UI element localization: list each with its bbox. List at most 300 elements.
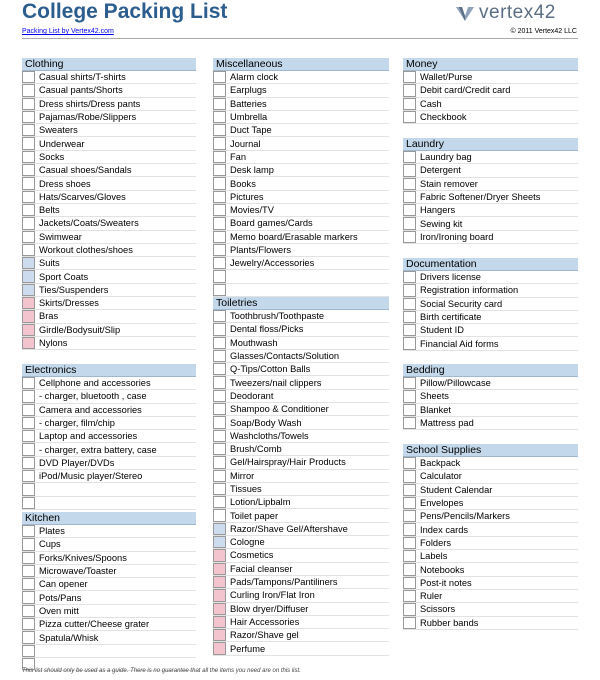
checkbox[interactable] — [403, 523, 416, 535]
checkbox[interactable] — [213, 549, 226, 561]
checkbox[interactable] — [403, 390, 416, 402]
checkbox[interactable] — [403, 217, 416, 229]
item-label: Deodorant — [230, 390, 274, 401]
item-label: Duct Tape — [230, 125, 272, 136]
checklist-item — [22, 470, 196, 483]
checkbox[interactable] — [22, 244, 35, 256]
checklist-item — [403, 523, 578, 536]
checklist-item — [403, 484, 578, 497]
item-label: Financial Aid forms — [420, 338, 499, 349]
checkbox[interactable] — [213, 629, 226, 641]
checklist-item — [22, 538, 196, 551]
item-label: Microwave/Toaster — [39, 566, 117, 577]
checklist-item — [213, 563, 389, 576]
item-label: Tissues — [230, 484, 262, 494]
checklist-item — [213, 416, 389, 429]
checkbox[interactable] — [403, 603, 416, 615]
checklist-item — [213, 523, 389, 536]
checklist-item — [213, 549, 389, 562]
checklist-item — [403, 98, 578, 111]
checkbox[interactable] — [403, 204, 416, 216]
vertex42-link[interactable]: Packing List by Vertex42.com — [22, 28, 114, 35]
section-heading: Clothing — [22, 58, 196, 71]
checkbox[interactable] — [22, 497, 35, 509]
checkbox[interactable] — [403, 164, 416, 176]
checkbox[interactable] — [22, 270, 35, 282]
checkbox[interactable] — [403, 537, 416, 549]
item-label: Underwear — [39, 138, 85, 149]
item-label: Fabric Softener/Dryer Sheets — [420, 192, 541, 203]
checklist-item — [403, 324, 578, 337]
item-label: Forks/Knives/Spoons — [39, 552, 127, 563]
item-label: Blow dryer/Diffuser — [230, 603, 309, 614]
item-label: Toilet paper — [230, 510, 279, 521]
section-heading: Toiletries — [213, 297, 389, 310]
checklist-item — [403, 390, 578, 403]
checkbox[interactable] — [22, 337, 35, 349]
checkbox[interactable] — [22, 98, 35, 110]
item-label: Hair Accessories — [230, 616, 300, 627]
checkbox[interactable] — [213, 137, 226, 149]
section-heading: Laundry — [403, 138, 578, 151]
checkbox[interactable] — [213, 616, 226, 628]
checklist-item — [22, 191, 196, 204]
checkbox[interactable] — [403, 377, 416, 389]
checkbox[interactable] — [22, 457, 35, 469]
checklist-item — [22, 231, 196, 244]
item-label: Can opener — [39, 579, 88, 590]
checklist-item — [22, 591, 196, 604]
item-label: Lotion/Lipbalm — [230, 497, 291, 508]
checklist-item — [213, 124, 389, 137]
checkbox[interactable] — [213, 191, 226, 203]
item-label: Razor/Shave Gel/Aftershave — [230, 523, 348, 534]
checkbox[interactable] — [22, 525, 35, 537]
checkbox[interactable] — [213, 71, 226, 83]
section-heading: Kitchen — [22, 512, 196, 525]
checklist-item — [22, 605, 196, 618]
item-label: Pots/Pans — [39, 592, 82, 603]
section-documentation — [403, 258, 578, 351]
checkbox[interactable] — [213, 270, 226, 282]
checkbox[interactable] — [22, 164, 35, 176]
item-label: Cups — [39, 539, 61, 550]
checklist-item — [22, 84, 196, 97]
checklist-item — [403, 217, 578, 230]
checklist-item — [403, 470, 578, 483]
checklist-item — [213, 589, 389, 602]
checkbox[interactable] — [22, 631, 35, 643]
checklist-item — [22, 297, 196, 310]
checkbox[interactable] — [22, 377, 35, 389]
checkbox[interactable] — [213, 496, 226, 508]
checklist-item — [403, 271, 578, 284]
checkbox[interactable] — [403, 484, 416, 496]
logo-mark-icon — [455, 4, 475, 22]
checkbox[interactable] — [22, 204, 35, 216]
checkbox[interactable] — [213, 603, 226, 615]
item-label: Cash — [420, 98, 442, 109]
item-label: Cologne — [230, 537, 265, 548]
checklist-item — [22, 390, 196, 403]
checklist-item — [213, 403, 389, 416]
item-label: Pads/Tampons/Pantiliners — [230, 577, 338, 588]
checklist-item — [403, 84, 578, 97]
checkbox[interactable] — [403, 617, 416, 629]
checkbox[interactable] — [22, 404, 35, 416]
item-label: Q-Tips/Cotton Balls — [230, 364, 311, 375]
checklist-item — [22, 377, 196, 390]
checklist-item — [22, 137, 196, 150]
checkbox[interactable] — [213, 310, 226, 322]
checkbox[interactable] — [22, 177, 35, 189]
checklist-item — [403, 550, 578, 563]
checkbox[interactable] — [213, 536, 226, 548]
checklist-item — [403, 404, 578, 417]
checkbox[interactable] — [403, 457, 416, 469]
checklist-item — [213, 244, 389, 257]
checkbox[interactable] — [22, 111, 35, 123]
checkbox[interactable] — [22, 430, 35, 442]
checklist-item — [213, 137, 389, 150]
item-label: Suits — [39, 258, 60, 269]
checkbox[interactable] — [213, 124, 226, 136]
item-label: Debit card/Credit card — [420, 85, 511, 96]
checkbox[interactable] — [213, 509, 226, 521]
checklist-item — [22, 151, 196, 164]
item-label: Brush/Comb — [230, 444, 282, 455]
checkbox[interactable] — [403, 71, 416, 83]
item-label: Social Security card — [420, 298, 503, 309]
checkbox[interactable] — [22, 151, 35, 163]
item-label: Sewing kit — [420, 218, 463, 229]
checklist-item — [22, 404, 196, 417]
checklist-item — [22, 443, 196, 456]
section-heading: Money — [403, 58, 578, 71]
checkbox[interactable] — [403, 470, 416, 482]
checklist-item — [403, 617, 578, 630]
checkbox[interactable] — [22, 284, 35, 296]
checklist-item — [213, 84, 389, 97]
checklist-item — [403, 311, 578, 324]
item-label: Razor/Shave gel — [230, 630, 299, 641]
checklist-item — [22, 257, 196, 270]
section-money — [403, 58, 578, 124]
checkbox[interactable] — [403, 111, 416, 123]
checkbox[interactable] — [403, 510, 416, 522]
checkbox[interactable] — [213, 416, 226, 428]
checklist-item — [213, 629, 389, 642]
checkbox[interactable] — [403, 337, 416, 349]
logo-text: vertex42 — [479, 2, 556, 23]
checkbox[interactable] — [213, 563, 226, 575]
checklist-item — [213, 111, 389, 124]
checkbox[interactable] — [22, 538, 35, 550]
item-label: Hats/Scarves/Gloves — [39, 191, 126, 202]
item-label: Post-it notes — [420, 577, 472, 588]
checklist-item — [213, 576, 389, 589]
page-title: College Packing List — [22, 0, 228, 23]
section-kitchen — [22, 512, 196, 671]
checklist-item — [22, 324, 196, 337]
checklist-item — [213, 363, 389, 376]
item-label: Cellphone and accessories — [39, 378, 151, 389]
checkbox[interactable] — [403, 590, 416, 602]
checkbox[interactable] — [22, 552, 35, 564]
item-label: Backpack — [420, 458, 461, 469]
checkbox[interactable] — [22, 137, 35, 149]
checklist-item — [22, 111, 196, 124]
checkbox[interactable] — [213, 642, 226, 654]
checkbox[interactable] — [403, 284, 416, 296]
section-heading: Documentation — [403, 258, 578, 271]
checkbox[interactable] — [213, 284, 226, 296]
checkbox[interactable] — [22, 483, 35, 495]
section-heading: School Supplies — [403, 444, 578, 457]
checkbox[interactable] — [403, 563, 416, 575]
item-label: Curling Iron/Flat Iron — [230, 590, 315, 601]
checklist-item — [213, 456, 389, 469]
item-label: Cosmetics — [230, 550, 274, 561]
checkbox[interactable] — [403, 84, 416, 96]
item-label: Journal — [230, 138, 261, 149]
section-heading: Miscellaneous — [213, 58, 389, 71]
checkbox[interactable] — [213, 576, 226, 588]
checklist-item — [22, 417, 196, 430]
checklist-item — [213, 509, 389, 522]
item-label: Workout clothes/shoes — [39, 245, 133, 255]
checkbox[interactable] — [22, 71, 35, 83]
checklist-item — [213, 443, 389, 456]
checklist-item — [22, 618, 196, 631]
item-label: Labels — [420, 551, 448, 562]
item-label: Folders — [420, 537, 452, 548]
item-label: Checkbook — [420, 112, 467, 123]
item-label: Pizza cutter/Cheese grater — [39, 619, 150, 630]
item-label: Gel/Hairspray/Hair Products — [230, 457, 346, 468]
checkbox[interactable] — [22, 390, 35, 402]
checkbox[interactable] — [403, 311, 416, 323]
item-label: Umbrella — [230, 112, 268, 123]
checkbox[interactable] — [403, 550, 416, 562]
checkbox[interactable] — [213, 403, 226, 415]
checklist-item — [22, 525, 196, 538]
item-label: Camera and accessories — [39, 404, 142, 415]
checklist-item — [22, 430, 196, 443]
checklist-item — [213, 350, 389, 363]
item-label: Mouthwash — [230, 337, 278, 348]
checkbox[interactable] — [213, 470, 226, 482]
checkbox[interactable] — [213, 164, 226, 176]
header-divider — [22, 38, 578, 39]
checkbox[interactable] — [22, 470, 35, 482]
checkbox[interactable] — [213, 523, 226, 535]
checklist-item — [213, 284, 389, 297]
checkbox[interactable] — [403, 324, 416, 336]
checklist-item — [213, 496, 389, 509]
item-label: Batteries — [230, 98, 267, 109]
item-label: Casual shoes/Sandals — [39, 165, 132, 176]
checkbox[interactable] — [22, 231, 35, 243]
checkbox[interactable] — [403, 191, 416, 203]
item-label: Board games/Cards — [230, 218, 313, 229]
checklist-item — [213, 71, 389, 84]
checkbox[interactable] — [22, 578, 35, 590]
checkbox[interactable] — [213, 376, 226, 388]
checkbox[interactable] — [213, 98, 226, 110]
checkbox[interactable] — [213, 589, 226, 601]
checkbox[interactable] — [403, 497, 416, 509]
checkbox[interactable] — [403, 417, 416, 429]
item-label: Belts — [39, 205, 60, 216]
copyright: © 2011 Vertex42 LLC — [510, 28, 577, 35]
checkbox[interactable] — [403, 178, 416, 190]
item-label: Washcloths/Towels — [230, 430, 309, 441]
section-school-supplies — [403, 444, 578, 630]
checkbox[interactable] — [213, 204, 226, 216]
checkbox[interactable] — [22, 591, 35, 603]
checkbox[interactable] — [22, 297, 35, 309]
checklist-item — [22, 578, 196, 591]
checklist-item — [403, 111, 578, 124]
item-label: Swimwear — [39, 231, 82, 242]
checklist-item — [213, 204, 389, 217]
checklist-item — [22, 631, 196, 644]
checkbox[interactable] — [22, 257, 35, 269]
item-label: Fan — [230, 151, 247, 162]
checklist-item — [22, 337, 196, 350]
checklist-item — [403, 537, 578, 550]
item-label: Drivers license — [420, 272, 481, 283]
checkbox[interactable] — [213, 363, 226, 375]
item-label: Earplugs — [230, 85, 267, 96]
checklist-item — [22, 497, 196, 510]
checkbox[interactable] — [22, 84, 35, 96]
item-label: Iron/Ironing board — [420, 231, 494, 242]
checklist-item — [22, 244, 196, 257]
checklist-item — [213, 231, 389, 244]
item-label: Index cards — [420, 524, 469, 535]
checklist-item — [213, 470, 389, 483]
checkbox[interactable] — [213, 231, 226, 243]
checkbox[interactable] — [22, 217, 35, 229]
checklist-item — [403, 603, 578, 616]
checklist-item — [403, 204, 578, 217]
checklist-item — [213, 164, 389, 177]
checkbox[interactable] — [213, 151, 226, 163]
checkbox[interactable] — [403, 577, 416, 589]
checklist-item — [213, 376, 389, 389]
checklist-item — [22, 177, 196, 190]
checkbox[interactable] — [213, 257, 226, 269]
checkbox[interactable] — [22, 645, 35, 657]
checklist-item — [213, 310, 389, 323]
item-label: Casual pants/Shorts — [39, 85, 123, 96]
checkbox[interactable] — [213, 350, 226, 362]
checkbox[interactable] — [403, 231, 416, 243]
item-label: Memo board/Erasable markers — [230, 231, 358, 242]
checkbox[interactable] — [22, 124, 35, 136]
checkbox[interactable] — [403, 98, 416, 110]
checkbox[interactable] — [403, 298, 416, 310]
footer-note: This list should only be used as a guide. There is no guarantee that all the items you need are on this list. — [22, 668, 301, 674]
checkbox[interactable] — [213, 217, 226, 229]
item-label: Detergent — [420, 165, 461, 176]
checklist-item — [22, 310, 196, 323]
item-label: Registration information — [420, 285, 519, 296]
item-label: Hangers — [420, 205, 456, 216]
checklist-item — [213, 323, 389, 336]
item-label: Skirts/Dresses — [39, 298, 99, 309]
checklist-item — [22, 645, 196, 658]
checklist-item — [213, 257, 389, 270]
checklist-item — [22, 284, 196, 297]
checkbox[interactable] — [213, 177, 226, 189]
checkbox[interactable] — [22, 310, 35, 322]
checklist-item — [213, 217, 389, 230]
item-label: Laptop and accessories — [39, 431, 138, 442]
checkbox[interactable] — [403, 271, 416, 283]
checkbox[interactable] — [213, 483, 226, 495]
checkbox[interactable] — [213, 84, 226, 96]
checkbox[interactable] — [213, 430, 226, 442]
item-label: Soap/Body Wash — [230, 417, 302, 428]
item-label: Facial cleanser — [230, 563, 293, 574]
item-label: Ruler — [420, 591, 443, 602]
checklist-item — [403, 457, 578, 470]
checklist-item — [213, 270, 389, 283]
checklist-item — [213, 177, 389, 190]
checkbox[interactable] — [403, 404, 416, 416]
item-label: Tweezers/nail clippers — [230, 377, 322, 388]
checkbox[interactable] — [213, 456, 226, 468]
checkbox[interactable] — [213, 443, 226, 455]
checklist-item — [22, 71, 196, 84]
item-label: Laundry bag — [420, 152, 472, 163]
checkbox[interactable] — [213, 244, 226, 256]
section-bedding — [403, 364, 578, 430]
item-label: Mirror — [230, 470, 255, 481]
checkbox[interactable] — [22, 443, 35, 455]
item-label: Notebooks — [420, 564, 465, 575]
checkbox[interactable] — [403, 151, 416, 163]
section-heading: Bedding — [403, 364, 578, 377]
item-label: Pajamas/Robe/Slippers — [39, 112, 137, 123]
item-label: Perfume — [230, 643, 266, 654]
checklist-item — [22, 457, 196, 470]
checklist-item — [22, 124, 196, 137]
checkbox[interactable] — [213, 111, 226, 123]
checklist-item — [213, 642, 389, 655]
item-label: Dress shoes — [39, 178, 91, 189]
checklist-item — [403, 151, 578, 164]
item-label: Student Calendar — [420, 484, 493, 495]
checkbox[interactable] — [22, 565, 35, 577]
checklist-item — [403, 337, 578, 350]
item-label: Mattress pad — [420, 418, 474, 429]
checkbox[interactable] — [22, 324, 35, 336]
checkbox[interactable] — [22, 618, 35, 630]
section-toiletries — [213, 297, 389, 656]
checkbox[interactable] — [213, 323, 226, 335]
checkbox[interactable] — [22, 605, 35, 617]
checkbox[interactable] — [213, 390, 226, 402]
checkbox[interactable] — [22, 417, 35, 429]
checklist-item — [403, 563, 578, 576]
checkbox[interactable] — [213, 337, 226, 349]
checkbox[interactable] — [22, 191, 35, 203]
item-label: Rubber bands — [420, 617, 479, 628]
